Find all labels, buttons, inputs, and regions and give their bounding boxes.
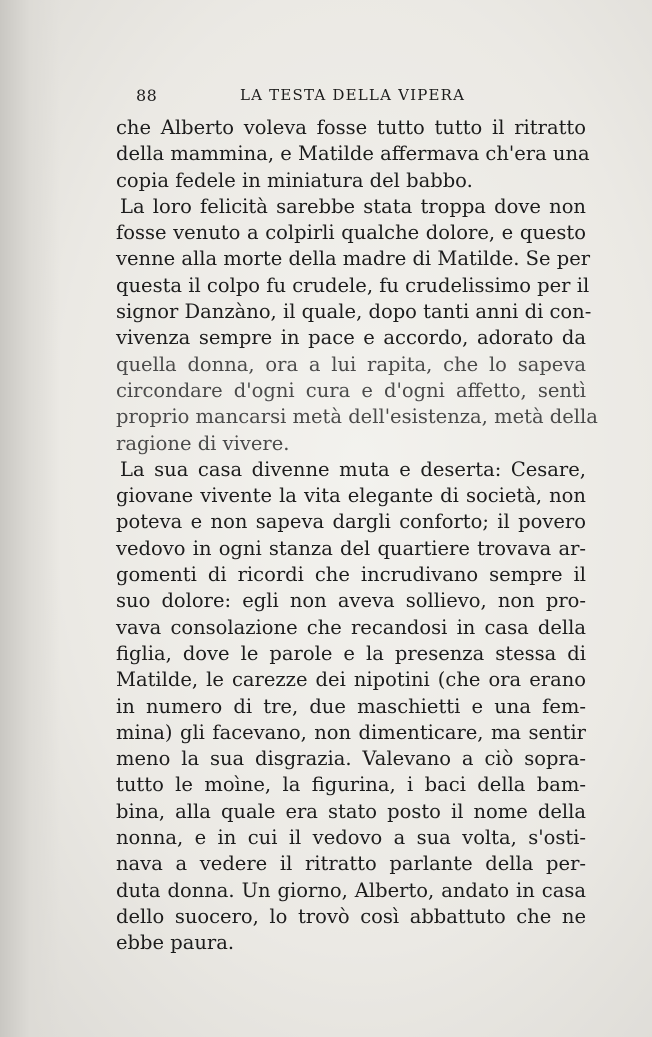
page-header: [0, 86, 652, 108]
text-line: vivenza sempre in pace e accordo, adorato da: [116, 326, 586, 350]
text-line: duta donna. Un giorno, Alberto, andato in casa: [116, 878, 586, 902]
text-line: dello suocero, lo trovò così abbattuto che ne: [116, 904, 586, 928]
text-line: vedovo in ogni stanza del quartiere trovava ar-: [116, 536, 586, 560]
text-line: quella donna, ora a lui rapita, che lo sapeva: [116, 352, 586, 376]
text-line: Matilde, le carezze dei nipotini (che ora erano: [116, 668, 586, 692]
text-line: ragione di vivere.: [116, 431, 290, 455]
text-line: in numero di tre, due maschietti e una fem-: [116, 694, 586, 718]
text-line: ebbe paura.: [116, 931, 235, 955]
text-line: tutto le moìne, la figurina, i baci della bam-: [116, 773, 586, 797]
text-line: suo dolore: egli non aveva sollievo, non pro-: [116, 589, 586, 613]
text-line: La loro felicità sarebbe stata troppa dove non: [120, 194, 586, 218]
text-line: fosse venuto a colpirli qualche dolore, e questo: [116, 221, 586, 245]
text-line: nava a vedere il ritratto parlante della per-: [116, 852, 586, 876]
text-line: bina, alla quale era stato posto il nome della: [116, 799, 586, 823]
text-line: nonna, e in cui il vedovo a sua volta, s'osti-: [116, 826, 586, 850]
text-line: vava consolazione che recandosi in casa della: [116, 615, 586, 639]
text-line: figlia, dove le parole e la presenza stessa di: [116, 641, 586, 665]
body-text: [116, 115, 598, 957]
text-line: poteva e non sapeva dargli conforto; il povero: [116, 510, 586, 534]
running-title: LA TESTA DELLA VIPERA: [240, 86, 466, 104]
page-number: 88: [136, 86, 158, 105]
text-line: gomenti di ricordi che incrudivano sempre il: [116, 563, 586, 587]
text-line: mina) gli facevano, non dimenticare, ma sentir: [116, 720, 586, 744]
text-line: proprio mancarsi metà dell'esistenza, metà della: [116, 405, 598, 429]
text-line: meno la sua disgrazia. Valevano a ciò sopra-: [116, 747, 586, 771]
text-line: La sua casa divenne muta e deserta: Cesare,: [120, 457, 586, 481]
text-line: della mammina, e Matilde affermava ch'era una: [116, 142, 590, 166]
text-line: che Alberto voleva fosse tutto tutto il ritratto: [116, 116, 586, 139]
text-line: giovane vivente la vita elegante di società, non: [116, 484, 586, 508]
text-line: venne alla morte della madre di Matilde. Se per: [116, 247, 591, 271]
text-line: copia fedele in miniatura del babbo.: [116, 168, 473, 192]
text-line: signor Danzàno, il quale, dopo tanti anni di con-: [116, 300, 592, 324]
text-line: questa il colpo fu crudele, fu crudelissimo per il: [116, 273, 590, 297]
text-line: circondare d'ogni cura e d'ogni affetto, sentì: [116, 378, 586, 402]
page-gutter-shadow: [0, 0, 60, 1037]
